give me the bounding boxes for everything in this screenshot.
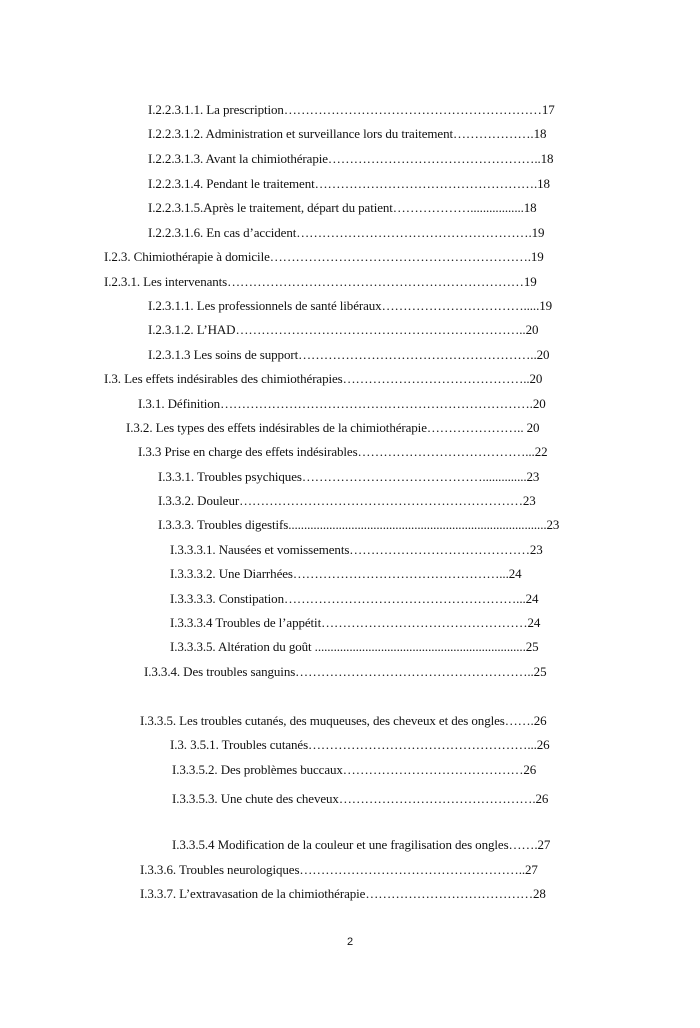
toc-entry: I.2.2.3.1.4. Pendant le traitement…………………………………………….18 [148,176,550,191]
toc-entry: I.2.3.1. Les intervenants……………………………………………………………19 [104,274,537,289]
toc-entry: I.3.3.2. Douleur…………………………………………………………23 [158,493,536,508]
toc-entry: I.3.3.3.5. Altération du goût ...................................................................25 [170,639,539,654]
toc-entry: I.3.3.5.4 Modification de la couleur et une fragilisation des ongles…….27 [172,837,551,852]
toc-entry: I.2.2.3.1.1. La prescription……………………………………………………17 [148,102,555,117]
toc-entry: I.2.2.3.1.6. En cas d’accident……………………………………………….19 [148,225,545,240]
toc-entry: I.3.3.1. Troubles psychiques……………………………………..............23 [158,469,540,484]
toc-entry: I.3. 3.5.1. Troubles cutanés……………………………………………...26 [170,737,550,752]
toc-entry: I.3.3.4. Des troubles sanguins………………………………………………..25 [144,664,547,679]
toc-entry: I.3.3.3.4 Troubles de l’appétit…………………………………………24 [170,615,541,630]
toc-entry: I.3.3.6. Troubles neurologiques……………………………………………..27 [140,862,538,877]
toc-entry: I.2.3.1.3 Les soins de support………………………………………………..20 [148,347,550,362]
toc-entry: I.3.2. Les types des effets indésirables de la chimiothérapie………………….. 20 [126,420,540,435]
toc-entry: I.3.3.3. Troubles digestifs..................................................................................23 [158,517,560,532]
toc-entry: I.3.3.3.2. Une Diarrhées…………………………………………...24 [170,566,522,581]
page-number: 2 [346,936,354,948]
toc-entry: I.3.3.5.2. Des problèmes buccaux……………………………………26 [172,762,537,777]
toc-entry: I.3.3 Prise en charge des effets indésirables…………………………………...22 [138,444,548,459]
toc-entry: I.3.3.3.3. Constipation………………………………………………...24 [170,591,539,606]
toc-entry: I.3. Les effets indésirables des chimiothérapies……………………………………..20 [104,371,543,386]
toc-entry: I.3.1. Définition……………………………………………………………….20 [138,396,546,411]
toc-entry: I.3.3.5.3. Une chute des cheveux……………………………………….26 [172,791,549,806]
toc-entry: I.2.2.3.1.3. Avant la chimiothérapie…………………………………………..18 [148,151,554,166]
toc-entry: I.3.3.7. L’extravasation de la chimiothérapie…………………………………28 [140,886,546,901]
toc-entry: I.2.3.1.1. Les professionnels de santé libéraux…………………………….....19 [148,298,553,313]
toc-entry: I.3.3.5. Les troubles cutanés, des muqueuses, des cheveux et des ongles…….26 [140,713,547,728]
toc-entry: I.2.2.3.1.2. Administration et surveillance lors du traitement……………….18 [148,126,547,141]
toc-entry: I.3.3.3.1. Nausées et vomissements……………………………………23 [170,542,543,557]
toc-entry: I.2.3. Chimiothérapie à domicile…………………………………………………….19 [104,249,544,264]
toc-entry: I.2.2.3.1.5.Après le traitement, départ du patient……………….................18 [148,200,537,215]
toc-entry: I.2.3.1.2. L’HAD…………………………………………………………..20 [148,322,539,337]
